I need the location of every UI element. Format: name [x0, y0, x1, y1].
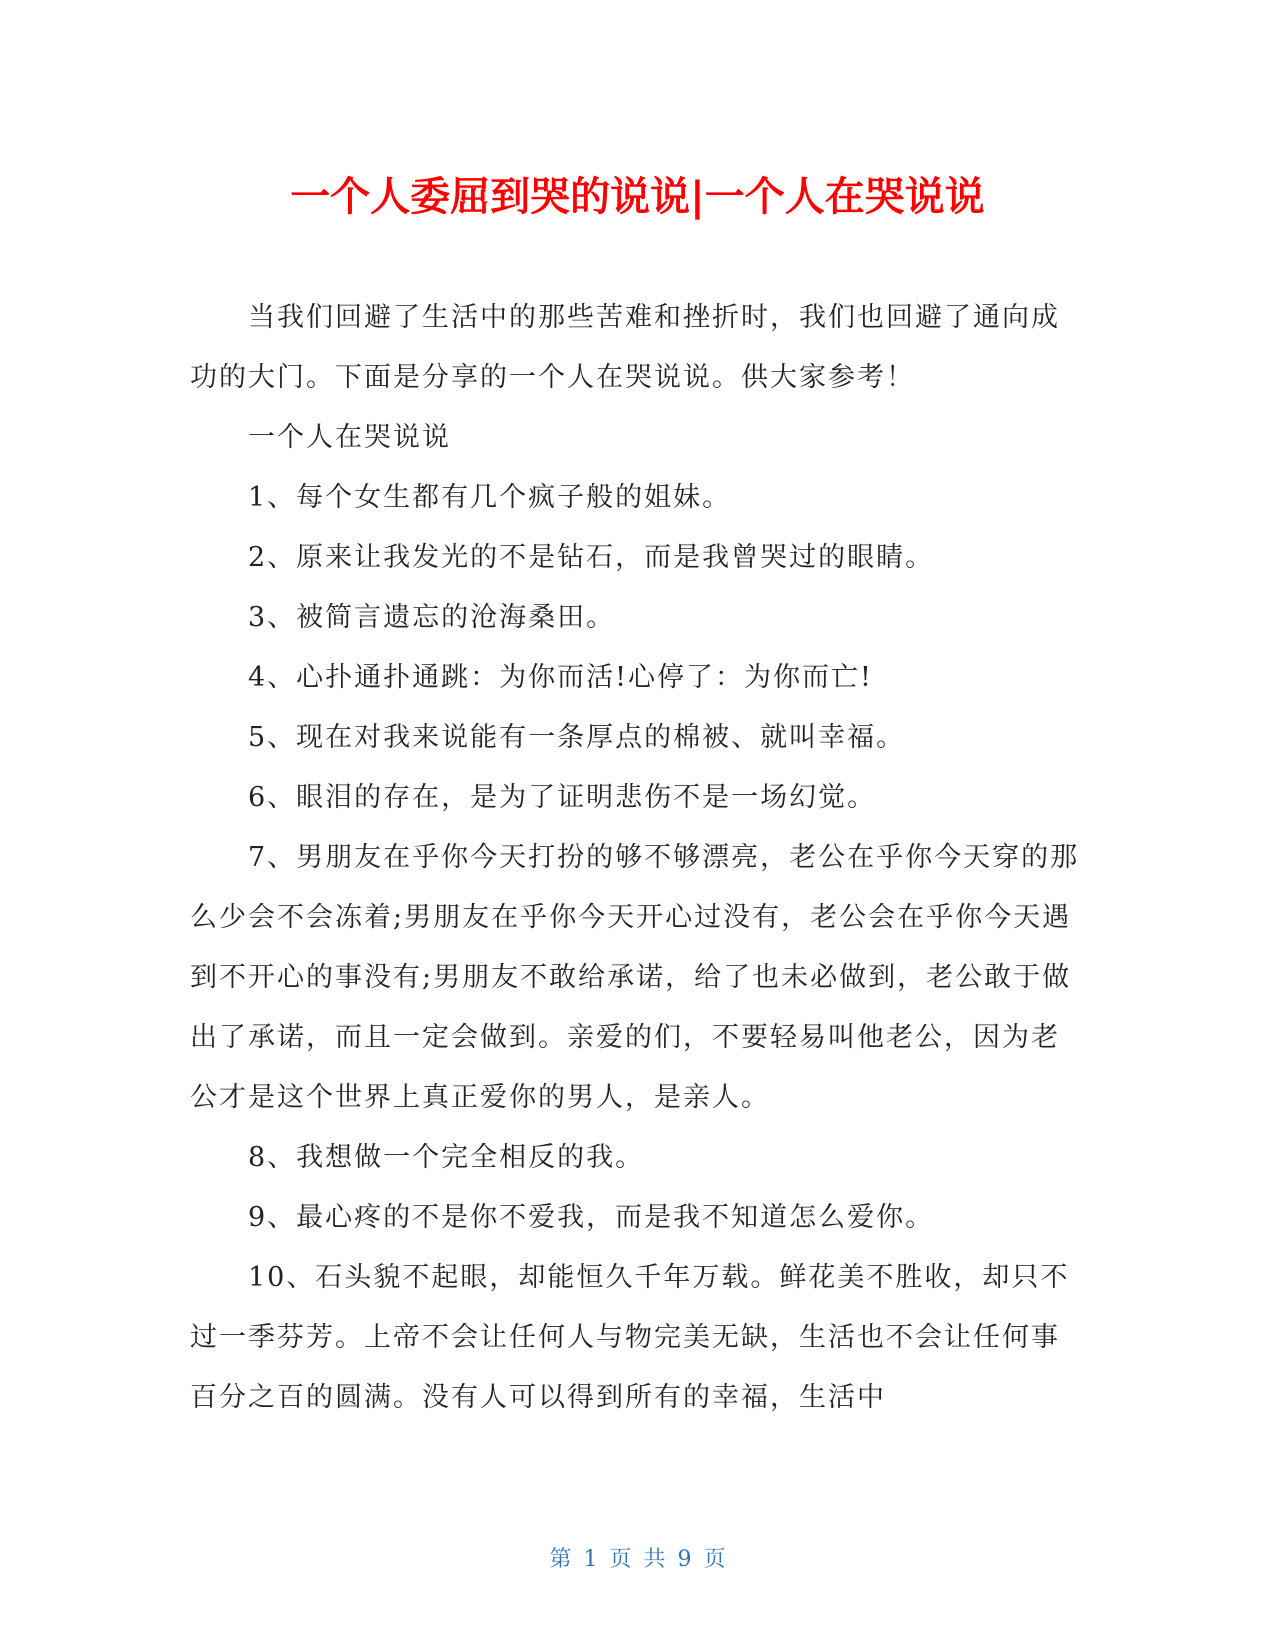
- page-footer: [0, 1542, 1275, 1573]
- list-item: 8、我想做一个完全相反的我。: [248, 1142, 645, 1173]
- document-title: 一个人委屈到哭的说说|一个人在哭说说: [290, 174, 985, 220]
- list-item: 6、眼泪的存在，是为了证明悲伤不是一场幻觉。: [248, 782, 877, 813]
- list-item: 9、最心疼的不是你不爱我，而是我不知道怎么爱你。: [248, 1202, 935, 1233]
- document-body: [190, 288, 1080, 1428]
- list-item: 4、心扑通扑通跳：为你而活!心停了：为你而亡!: [248, 662, 873, 693]
- list-item: 10、石头貌不起眼，却能恒久千年万载。鲜花美不胜收，却只不过一季芬芳。上帝不会让任何人与物完美无缺，生活也不会让任何事百分之百的圆满。没有人可以得到所有的幸福，生活中: [190, 1262, 1070, 1413]
- list-item: 3、被简言遗忘的沧海桑田。: [248, 602, 616, 633]
- footer-total-pages: 9: [677, 1547, 692, 1572]
- footer-current-page: 1: [583, 1547, 598, 1572]
- list-item: 7、男朋友在乎你今天打扮的够不够漂亮，老公在乎你今天穿的那么少会不会冻着;男朋友在乎你今天开心过没有，老公会在乎你今天遇到不开心的事没有;男朋友不敢给承诺，给了也未必做到，老公敢于做出了承诺，而且一定会做到。亲爱的们，不要轻易叫他老公，因为老公才是这个世界上真正爱你的男人，是亲人。: [190, 842, 1080, 1113]
- footer-label-unit: 页: [609, 1547, 632, 1572]
- footer-label-total: 共: [643, 1547, 666, 1572]
- list-item: 1、每个女生都有几个疯子般的姐妹。: [248, 482, 732, 513]
- footer-label-page: 第: [549, 1547, 572, 1572]
- footer-label-unit2: 页: [703, 1547, 726, 1572]
- paragraph-intro: 当我们回避了生活中的那些苦难和挫折时，我们也回避了通向成功的大门。下面是分享的一个人在哭说说。供大家参考！: [190, 302, 1060, 393]
- list-item: 5、现在对我来说能有一条厚点的棉被、就叫幸福。: [248, 722, 906, 753]
- paragraph-subheading: 一个人在哭说说: [248, 422, 451, 453]
- list-item: 2、原来让我发光的不是钻石，而是我曾哭过的眼睛。: [248, 542, 935, 573]
